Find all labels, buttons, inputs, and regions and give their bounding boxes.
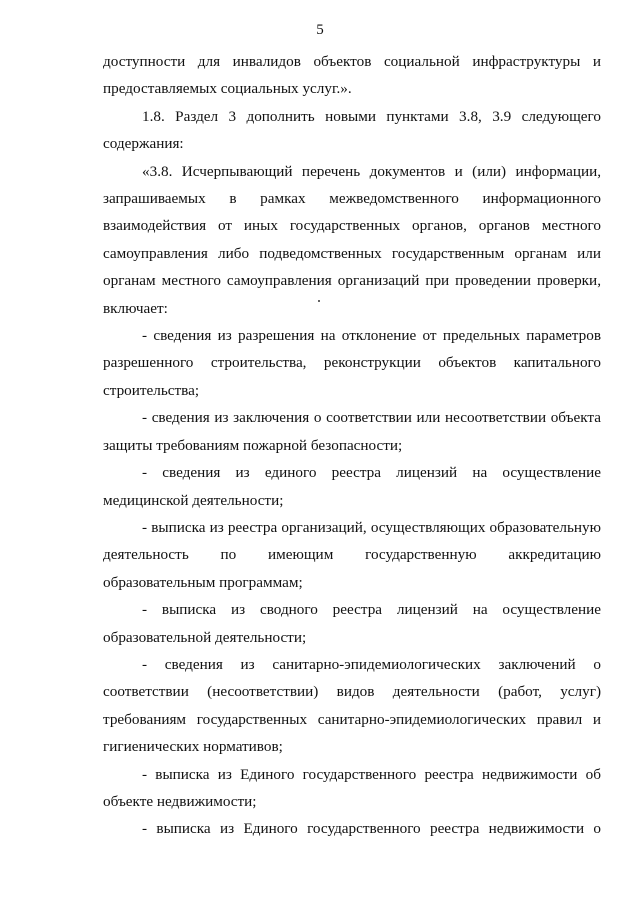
- paragraph-accessibility-end: доступности для инвалидов объектов социальной инфраструктуры и предоставляемых социальных услуг.».: [103, 53, 601, 98]
- scan-speck: [318, 300, 320, 302]
- list-item-deviation-permit: - сведения из разрешения на отклонение от предельных параметров разрешенного строительства, реконструкции объектов капитального строительства;: [103, 327, 601, 399]
- page-number: 5: [316, 22, 324, 38]
- list-item-fire-safety: - сведения из заключения о соответствии или несоответствии объекта защиты требованиям пожарной безопасности;: [103, 409, 601, 454]
- list-item-education-license: - выписка из сводного реестра лицензий на осуществление образовательной деятельности;: [103, 601, 601, 646]
- list-item-real-estate-continued: - выписка из Единого государственного реестра недвижимости о: [142, 820, 601, 838]
- list-item-sanitary-conclusions: - сведения из санитарно-эпидемиологических заключений о соответствии (несоответствии) видов деятельности (работ, услуг) требованиям государственных санитарно-эпидемиологических правил и гигиенических нормативов;: [103, 655, 601, 756]
- list-item-real-estate-object: - выписка из Единого государственного реестра недвижимости об объекте недвижимости;: [103, 765, 601, 810]
- paragraph-section-3-amendment: 1.8. Раздел 3 дополнить новыми пунктами 3.8, 3.9 следующего содержания:: [103, 107, 601, 153]
- document-body: [103, 48, 601, 843]
- paragraph-item-3-8: «3.8. Исчерпывающий перечень документов и (или) информации, запрашиваемых в рамках межведомственного информационного взаимодействия от иных государственных органов, органов местного самоуправления либо подведомственных государственным органам или органам местного самоуправления организаций при проведении проверки, включает:: [103, 162, 601, 317]
- list-item-medical-license: - сведения из единого реестра лицензий на осуществление медицинской деятельности;: [103, 464, 601, 509]
- list-item-education-registry: - выписка из реестра организаций, осуществляющих образовательную деятельность по имеющим государственную аккредитацию образовательным программам;: [103, 518, 601, 591]
